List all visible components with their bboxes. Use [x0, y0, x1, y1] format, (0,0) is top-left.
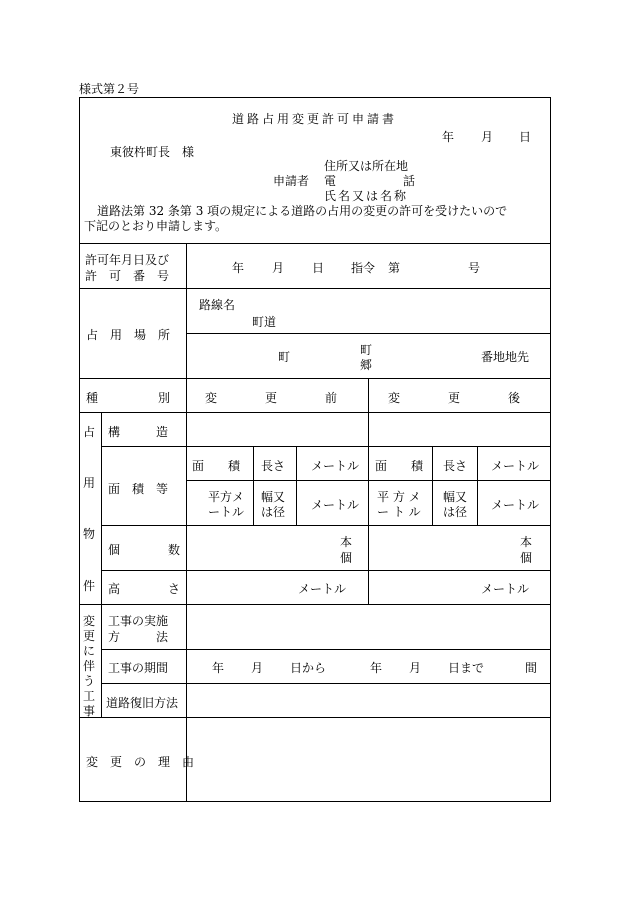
width-after-2: は径: [443, 505, 468, 519]
period-month: 月: [251, 661, 264, 675]
meter-after-2: メートル: [491, 498, 540, 512]
period-year-2: 年: [370, 661, 383, 675]
phone-label-1: 電: [324, 174, 337, 188]
work-method-label-1: 工事の実施: [108, 614, 169, 628]
meter-before-1: メートル: [311, 459, 360, 473]
category-after: 変 更 後: [388, 391, 521, 405]
period-duration: 間: [525, 661, 538, 675]
meter-after-1: メートル: [491, 459, 540, 473]
area-before: 面 積: [192, 459, 241, 473]
object-side-char-2: 用: [83, 476, 96, 490]
sqm-after-2: ー ト ル: [377, 505, 421, 519]
work-side-char-5: う: [83, 674, 96, 688]
road-restore-label: 道路復旧方法: [106, 696, 179, 710]
work-period-label: 工事の期間: [108, 661, 169, 675]
work-side-char-3: に: [83, 644, 96, 658]
date-day: 日: [519, 130, 532, 144]
permit-label-1: 許可年月日及び: [85, 253, 170, 267]
work-method-label-2: 方 法: [108, 630, 169, 644]
height-before-meter: メートル: [298, 582, 347, 596]
length-after: 長さ: [443, 459, 468, 473]
count-after-ko: 個: [520, 551, 533, 565]
work-side-char-4: 伴: [83, 659, 96, 673]
period-month-2: 月: [409, 661, 422, 675]
work-side-char-6: 工: [83, 689, 96, 703]
permit-day: 日: [312, 261, 325, 275]
intro-line-2: 下記のとおり申請します。: [84, 219, 228, 233]
work-side-char-7: 事: [83, 704, 96, 718]
permit-go: 号: [468, 261, 481, 275]
period-year: 年: [212, 661, 225, 675]
object-side-char-3: 物: [83, 527, 96, 541]
category-before: 変 更 前: [205, 391, 338, 405]
location-go: 郷: [360, 358, 373, 372]
form-title: 道路占用変更許可申請書: [232, 112, 398, 126]
width-before-1: 幅又: [261, 490, 286, 504]
sqm-before-1: 平方メ: [208, 490, 245, 504]
permit-label-2: 許 可 番 号: [85, 269, 170, 283]
category-label: 種 別: [86, 391, 171, 405]
permit-directive: 指令: [351, 261, 376, 275]
reason-label: 変 更 の 理 由: [86, 755, 195, 769]
work-side-char-1: 変: [83, 614, 96, 628]
sqm-after-1: 平 方 メ: [377, 490, 421, 504]
intro-line-1: 道路法第 32 条第 3 項の規定による道路の占用の変更の許可を受けたいので: [97, 204, 508, 218]
length-before: 長さ: [261, 459, 286, 473]
location-address-suffix: 番地地先: [481, 350, 530, 364]
route-name-label: 路線名: [199, 298, 236, 312]
structure-label: 構 造: [108, 425, 169, 439]
count-after-hon: 本: [520, 535, 533, 549]
object-side-char-1: 占: [83, 425, 96, 439]
count-before-ko: 個: [340, 551, 353, 565]
meter-before-2: メートル: [311, 498, 360, 512]
work-side-char-2: 更: [83, 629, 96, 643]
town-road-label: 町道: [252, 315, 277, 329]
width-before-2: は径: [261, 505, 286, 519]
form-number: 様式第２号: [79, 82, 140, 96]
applicant-label: 申請者: [273, 174, 310, 188]
phone-label-2: 話: [403, 174, 416, 188]
permit-year: 年: [232, 261, 245, 275]
applicant-address-label: 住所又は所在地: [324, 159, 409, 173]
area-label: 面 積 等: [108, 482, 169, 496]
permit-month: 月: [272, 261, 285, 275]
location-machi: 町: [360, 343, 373, 357]
area-after: 面 積: [375, 459, 424, 473]
addressee: 東彼杵町長 様: [110, 145, 195, 159]
permit-dai: 第: [388, 261, 401, 275]
count-label: 個 数: [108, 543, 181, 557]
date-year: 年: [442, 130, 455, 144]
applicant-name-label: 氏名又は名称: [324, 189, 409, 203]
object-side-char-4: 件: [83, 579, 96, 593]
count-before-hon: 本: [340, 535, 353, 549]
location-label: 占 用 場 所: [86, 328, 171, 342]
height-after-meter: メートル: [481, 582, 530, 596]
height-label: 高 さ: [108, 582, 181, 596]
period-until: 日まで: [448, 661, 485, 675]
width-after-1: 幅又: [443, 490, 468, 504]
date-month: 月: [481, 130, 494, 144]
period-from: 日から: [290, 661, 327, 675]
sqm-before-2: ートル: [208, 505, 245, 519]
location-cho: 町: [278, 350, 291, 364]
